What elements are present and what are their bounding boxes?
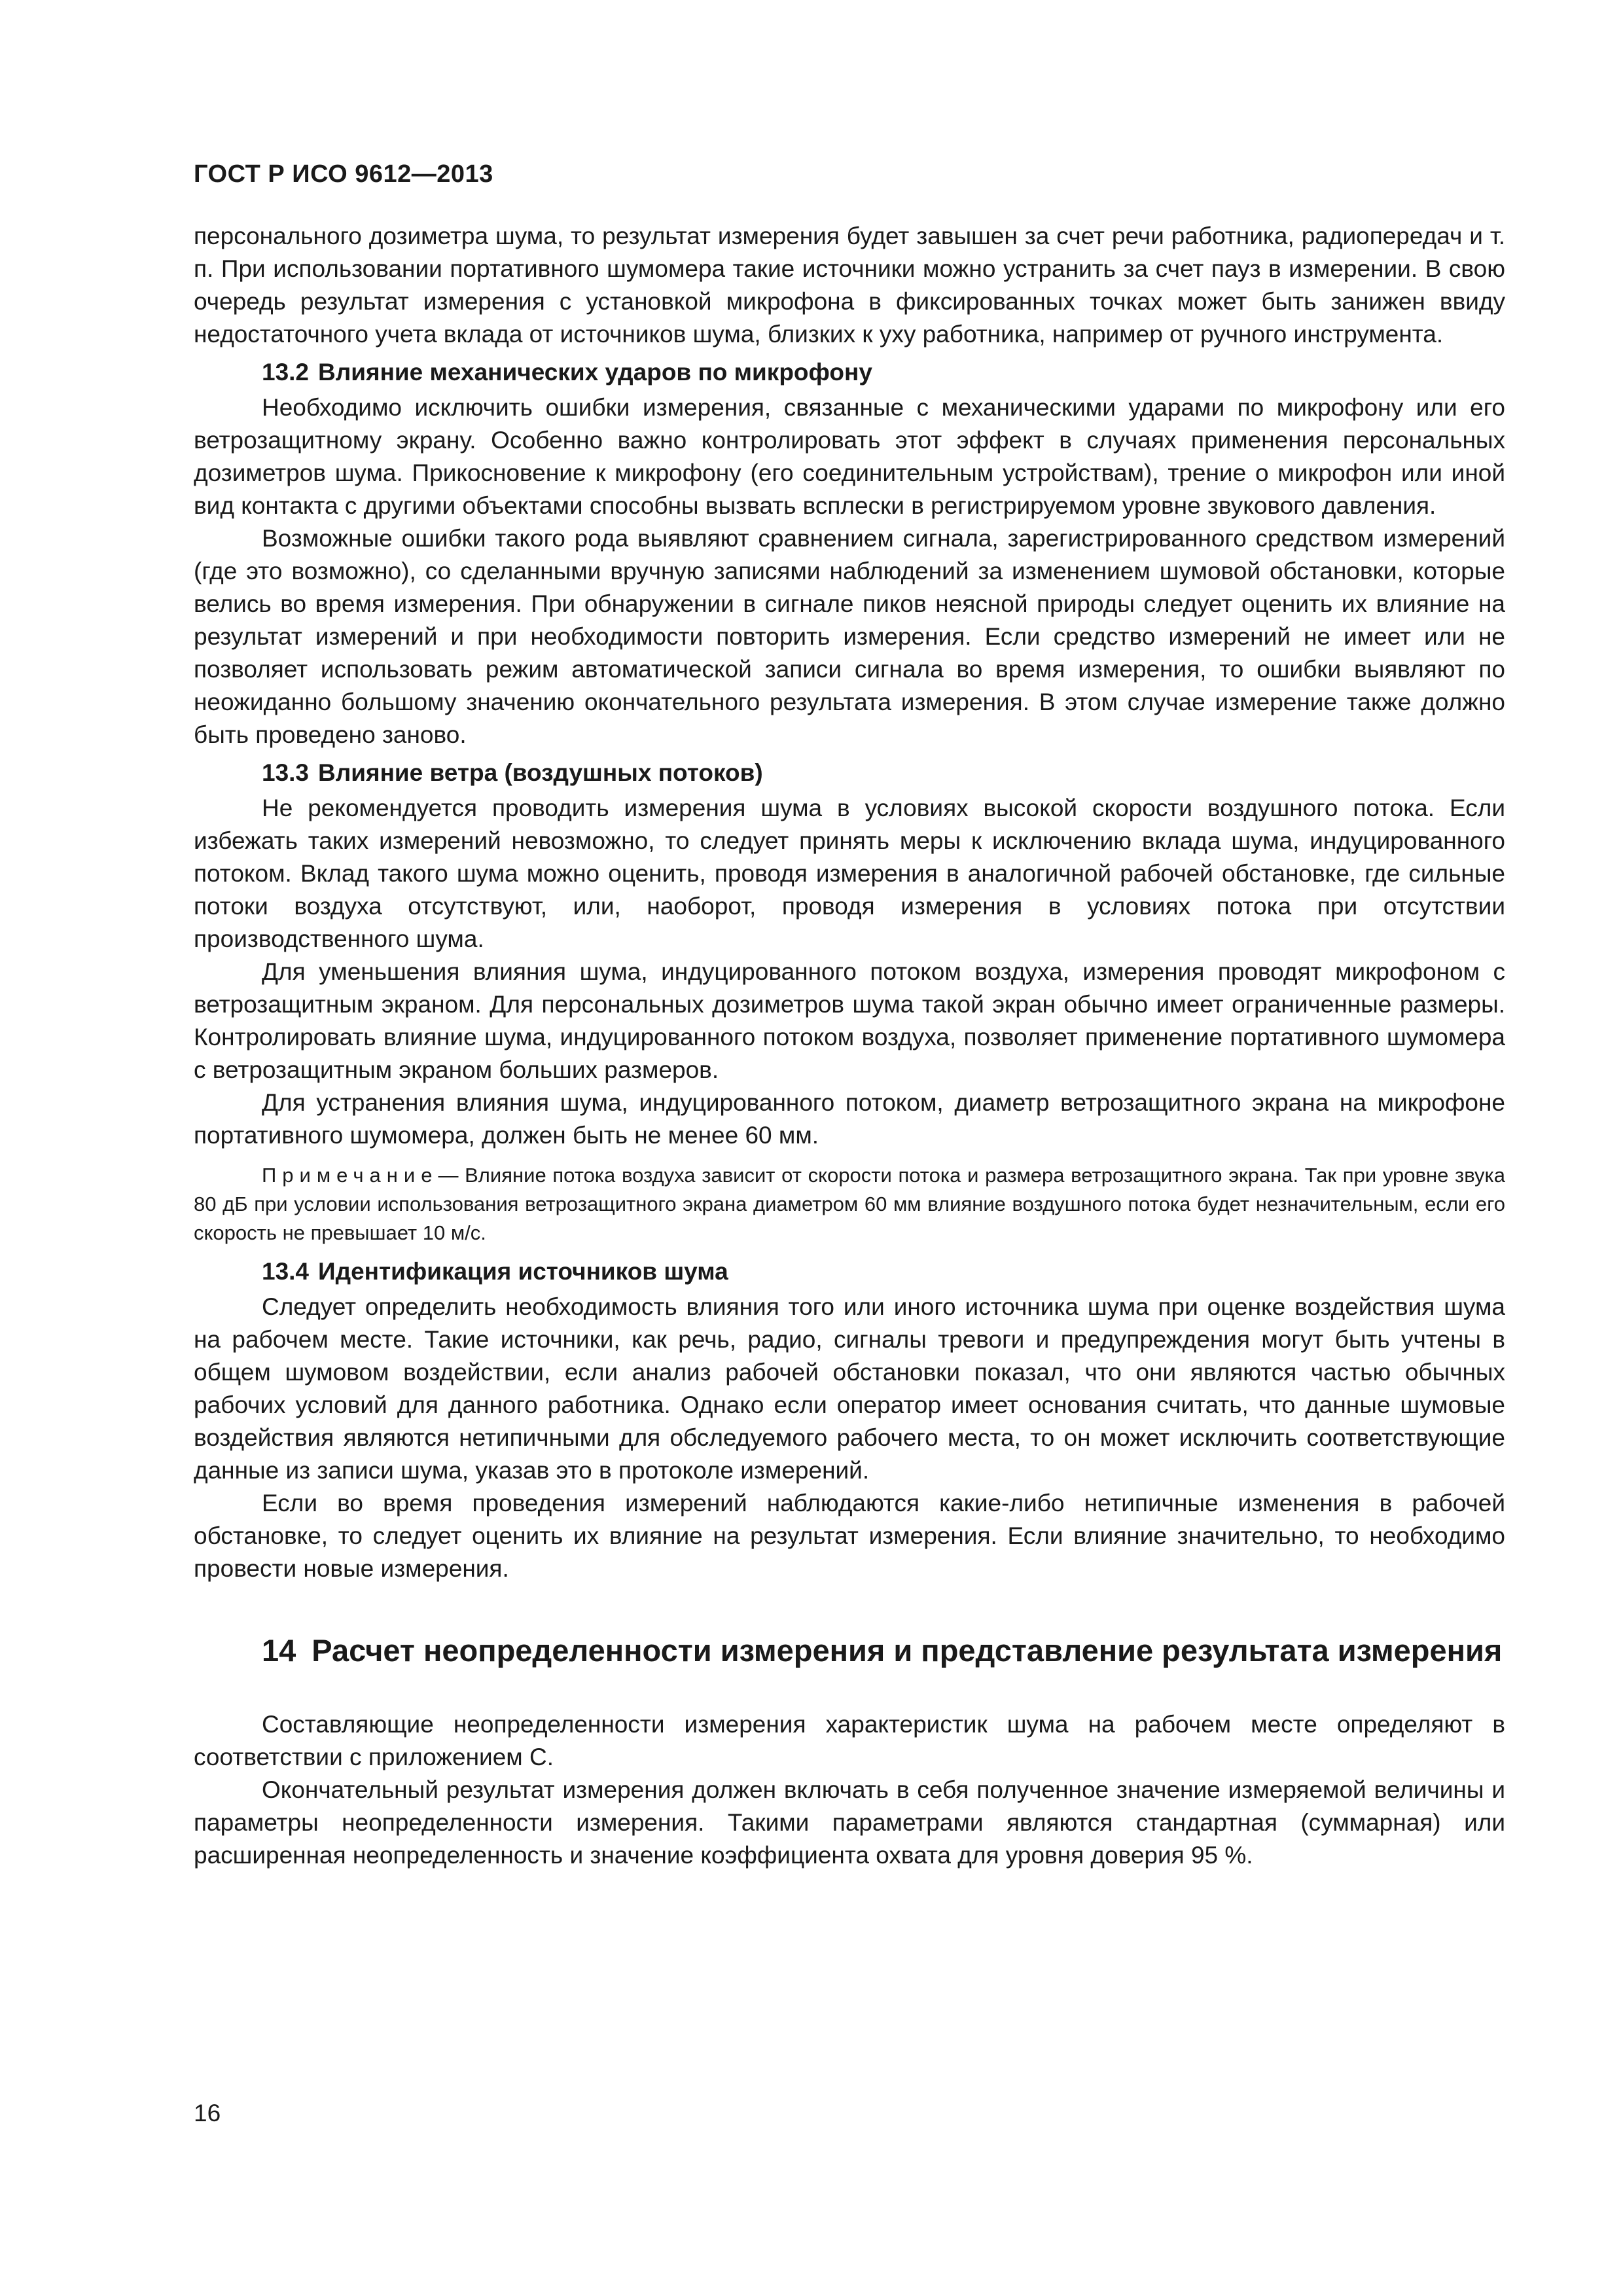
subsection-13-3-heading — [194, 757, 1505, 789]
subsection-title: Влияние ветра (воздушных потоков) — [318, 759, 763, 786]
subsection-13-4-heading — [194, 1255, 1505, 1288]
paragraph: Для уменьшения влияния шума, индуцированного потоком воздуха, измерения проводят микрофоном с ветрозащитным экраном. Для персональных дозиметров шума такой экран обычно имеет ограниченные размеры. Контролировать влияние шума, индуцированного потоком воздуха, позволяет применение портативного шумомера с ветрозащитным экраном больших размеров. — [194, 958, 1505, 1083]
note-label: Примечание — [262, 1164, 438, 1187]
section-number: 14 — [262, 1633, 296, 1668]
subsection-13-2-heading — [194, 356, 1505, 389]
paragraph: Если во время проведения измерений наблюдаются какие-либо нетипичные изменения в рабочей обстановке, то следует оценить их влияние на результат измерения. Если влияние значительно, то необходимо провести новые измерения. — [194, 1490, 1505, 1582]
section-14-heading — [194, 1631, 1505, 1670]
subsection-title: Влияние механических ударов по микрофону — [318, 359, 872, 386]
subsection-number: 13.4 — [262, 1258, 310, 1285]
page-number: 16 — [194, 2100, 221, 2126]
paragraph: Следует определить необходимость влияния того или иного источника шума при оценке воздействия шума на рабочем месте. Такие источники, как речь, радио, сигналы тревоги и предупреждения могут быть учтены в общем шумовом воздействии, если анализ рабочей обстановки показал, что они являются частью обычных рабочих условий для данного работника. Однако если оператор имеет основания считать, что данные шумовые воздействия являются нетипичными для обследуемого рабочего места, то он может исключить соответствующие данные из записи шума, указав это в протоколе измерений. — [194, 1293, 1505, 1484]
note — [194, 1161, 1505, 1247]
paragraph: Не рекомендуется проводить измерения шума в условиях высокой скорости воздушного потока. Если избежать таких измерений невозможно, то следует принять меры к исключению вклада шума, индуцированного потоком. Вклад такого шума можно оценить, проводя измерения в аналогичной рабочей обстановке, где сильные потоки воздуха отсутствуют, или, наоборот, проводя измерения в условиях потока при отсутствии производственного шума. — [194, 795, 1505, 952]
document-header: ГОСТ Р ИСО 9612—2013 — [194, 160, 493, 188]
intro-paragraph: персонального дозиметра шума, то результат измерения будет завышен за счет речи работника, радиопередач и т. п. При использовании портативного шумомера такие источники можно устранить за счет пауз в измерении. В свою очередь результат измерения с установкой микрофона в фиксированных точках может быть занижен ввиду недостаточного учета вклада от источников шума, близких к уху работника, например от ручного инструмента. — [194, 223, 1505, 348]
subsection-title: Идентификация источников шума — [318, 1258, 728, 1285]
document-page — [194, 158, 1505, 1872]
subsection-number: 13.3 — [262, 759, 310, 786]
paragraph: Возможные ошибки такого рода выявляют сравнением сигнала, зарегистрированного средством измерений (где это возможно), со сделанными вручную записями наблюдений за изменением шумовой обстановки, которые велись во время измерения. При обнаружении в сигнале пиков неясной природы следует оценить их влияние на результат измерений и при необходимости повторить измерения. Если средство измерений не имеет или не позволяет использовать режим автоматической записи сигнала во время измерения, то ошибки выявляют по неожиданно большому значению окончательного результата измерения. В этом случае измерение также должно быть проведено заново. — [194, 525, 1505, 748]
paragraph: Составляющие неопределенности измерения характеристик шума на рабочем месте определяют в соответствии с приложением С. — [194, 1711, 1505, 1770]
section-title: Расчет неопределенности измерения и представление результата измерения — [312, 1633, 1503, 1668]
paragraph: Необходимо исключить ошибки измерения, связанные с механическими ударами по микрофону или его ветрозащитному экрану. Особенно важно контролировать этот эффект в случаях применения персональных дозиметров шума. Прикосновение к микрофону (его соединительным устройствам), трение о микрофон или иной вид контакта с другими объектами способны вызвать всплески в регистрируемом уровне звукового давления. — [194, 394, 1505, 519]
paragraph: Для устранения влияния шума, индуцированного потоком, диаметр ветрозащитного экрана на микрофоне портативного шумомера, должен быть не менее 60 мм. — [194, 1089, 1505, 1149]
note-text: — Влияние потока воздуха зависит от скорости потока и размера ветрозащитного экрана. Так при уровне звука 80 дБ при условии использования ветрозащитного экрана диаметром 60 мм влияние воздушного потока будет незначительным, если его скорость не превышает 10 м/с. — [194, 1164, 1505, 1244]
paragraph: Окончательный результат измерения должен включать в себя полученное значение измеряемой величины и параметры неопределенности измерения. Такими параметрами являются стандартная (суммарная) или расширенная неопределенность и значение коэффициента охвата для уровня доверия 95 %. — [194, 1776, 1505, 1869]
subsection-number: 13.2 — [262, 359, 310, 386]
